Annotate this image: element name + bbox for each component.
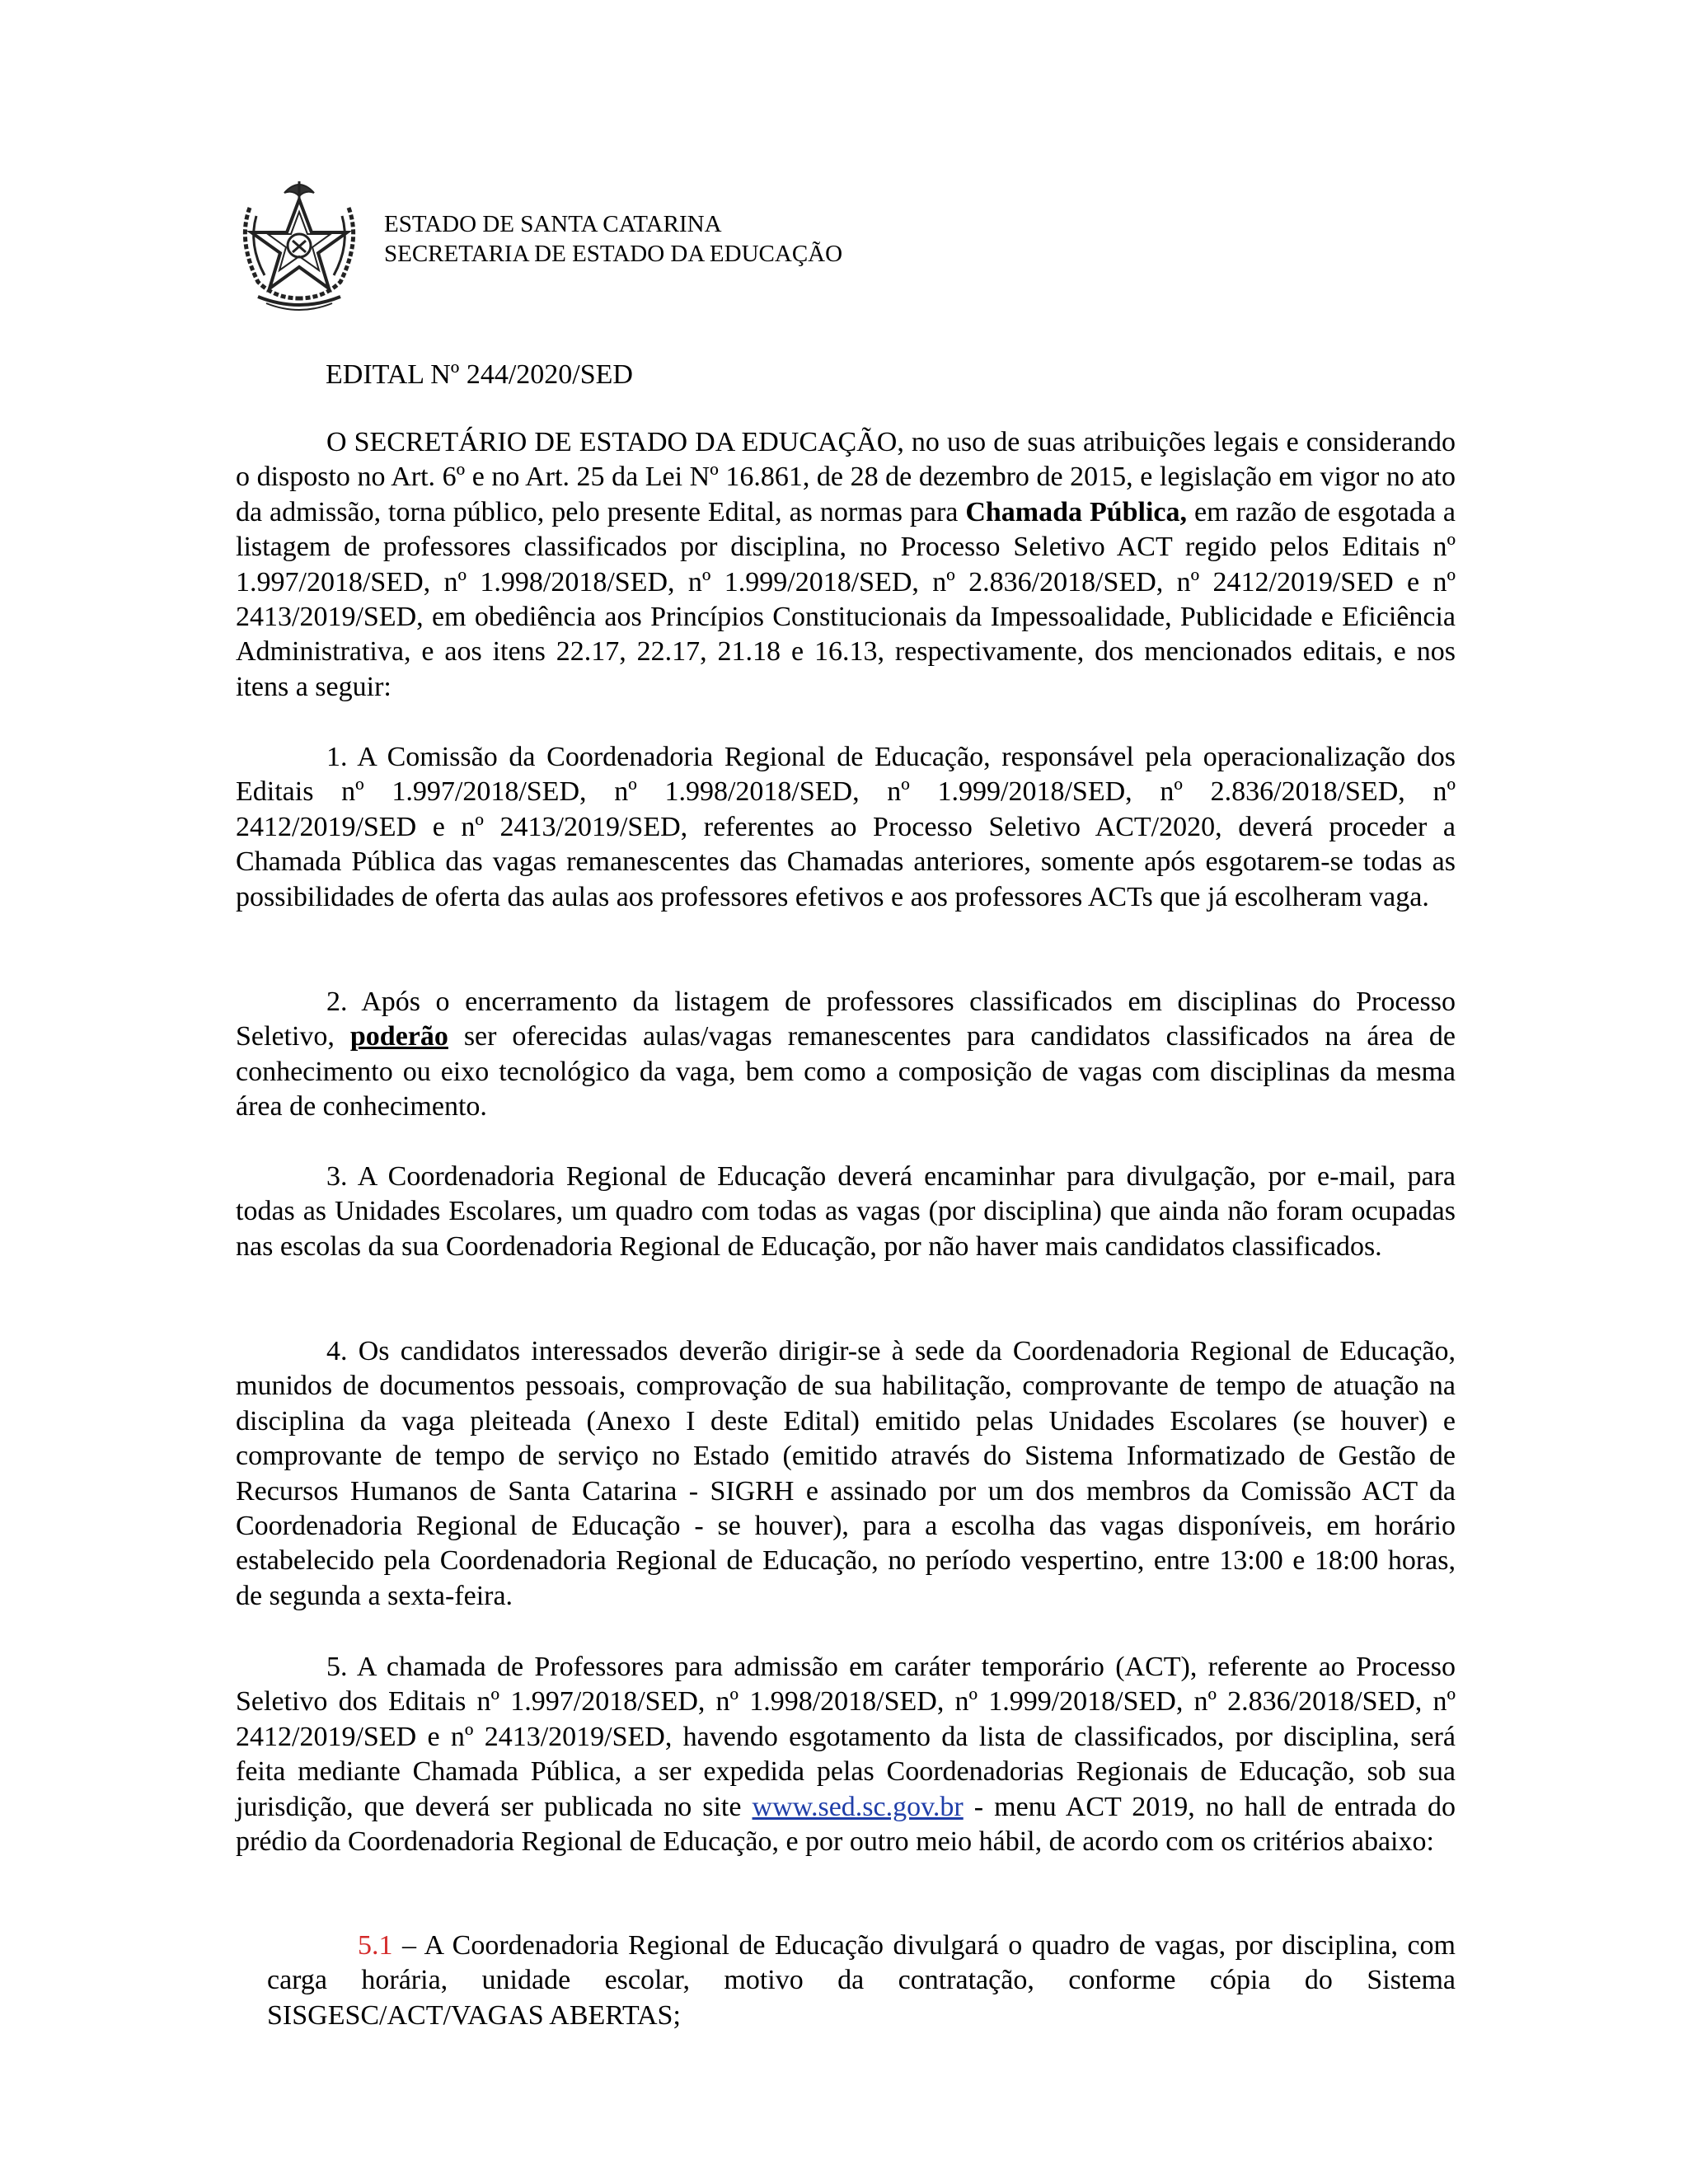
item-4-text: 4. Os candidatos interessados deverão dirigir-se à sede da Coordenadoria Regional de Educação, munidos de documentos pessoais, comprovação de sua habilitação, comprovante de tempo de atuação na disciplina da vaga pleiteada (Anexo I deste Edital) emitido pelas Unidades Escolares (se houver) e comprovante de tempo de serviço no Estado (emitido através do Sistema Informatizado de Gestão de Recursos Humanos de Santa Catarina - SIGRH e assinado por um dos membros da Comissão ACT da Coordenadoria Regional de Educação - se houver), para a escolha das vagas disponíveis, em horário estabelecido pela Coordenadoria Regional de Educação, no período vespertino, entre 13:00 e 18:00 horas, de segunda a sexta-feira. (236, 1336, 1456, 1611)
intro-text-1: O SECRETÁRIO DE ESTADO DA EDUCAÇÃO, no uso de suas atribuições legais e considerando o disposto no Art. 6º e no Art. 25 da Lei Nº 16.861, de 28 de dezembro de 2015, e legislação em vigor no ato da admissão, torna público, pelo presente Edital, as normas para (236, 427, 1456, 527)
item-2-text-1: 2. Após o encerramento da listagem de professores classificados em disciplinas do Processo Seletivo, (236, 987, 1456, 1052)
item-5-1-text: – A Coordenadoria Regional de Educação divulgará o quadro de vagas, por disciplina, com carga horária, unidade escolar, motivo da contratação, conforme cópia do Sistema SISGESC/ACT/VAGAS ABERTAS; (267, 1930, 1456, 2031)
item-4-paragraph (236, 1334, 1456, 1614)
item-5-1-number: 5.1 (358, 1930, 393, 1961)
document-title: EDITAL Nº 244/2020/SED (326, 359, 633, 390)
item-5-text-1: 5. A chamada de Professores para admissão em caráter temporário (ACT), referente ao Processo Seletivo dos Editais nº 1.997/2018/SED, nº 1.998/2018/SED, nº 1.999/2018/SED, nº 2.836/2018/SED, nº 2412/2019/SED e nº 2413/2019/SED, havendo esgotamento da lista de classificados, por disciplina, será feita mediante Chamada Pública, a ser expedida pelas Coordenadorias Regionais de Educação, sob sua jurisdição, que deverá ser publicada no site (236, 1652, 1456, 1822)
coat-of-arms-icon (233, 175, 365, 313)
item-2-bold-poderao: poderão (349, 1021, 448, 1052)
item-5-1-paragraph (267, 1929, 1456, 2033)
letterhead-text (384, 209, 842, 269)
state-name: ESTADO DE SANTA CATARINA (384, 211, 722, 237)
item-1-paragraph (236, 740, 1456, 915)
secretariat-name: SECRETARIA DE ESTADO DA EDUCAÇÃO (384, 241, 843, 267)
item-5-text-2: - menu ACT 2019, no hall de entrada do prédio da Coordenadoria Regional de Educação, e por outro meio hábil, de acordo com os critérios abaixo: (236, 1791, 1456, 1858)
item-2-text-2: ser oferecidas aulas/vagas remanescentes para candidatos classificados na área de conhecimento ou eixo tecnológico da vaga, bem como a composição de vagas com disciplinas da mesma área de conhecimento. (236, 1021, 1456, 1122)
item-2-paragraph (236, 985, 1456, 1125)
intro-text-2: em razão de esgotada a listagem de professores classificados por disciplina, no Processo Seletivo ACT regido pelos Editais nº 1.997/2018/SED, nº 1.998/2018/SED, nº 1.999/2018/SED, nº 2.836/2018/SED, nº 2412/2019/SED e nº 2413/2019/SED, em obediência aos Princípios Constitucionais da Impessoalidade, Publicidade e Eficiência Administrativa, e aos itens 22.17, 22.17, 21.18 e 16.13, respectivamente, dos mencionados editais, e nos itens a seguir: (236, 496, 1456, 702)
intro-bold-chamada-publica: Chamada Pública, (965, 496, 1188, 527)
intro-paragraph (236, 425, 1456, 705)
sed-website-link[interactable]: www.sed.sc.gov.br (752, 1791, 964, 1822)
item-5-paragraph (236, 1650, 1456, 1859)
letterhead (233, 175, 975, 315)
item-3-text: 3. A Coordenadoria Regional de Educação deverá encaminhar para divulgação, por e-mail, para todas as Unidades Escolares, um quadro com todas as vagas (por disciplina) que ainda não foram ocupadas nas escolas da sua Coordenadoria Regional de Educação, por não haver mais candidatos classificados. (236, 1161, 1456, 1262)
item-1-text: 1. A Comissão da Coordenadoria Regional de Educação, responsável pela operacionalização dos Editais nº 1.997/2018/SED, nº 1.998/2018/SED, nº 1.999/2018/SED, nº 2.836/2018/SED, nº 2412/2019/SED e nº 2413/2019/SED, referentes ao Processo Seletivo ACT/2020, deverá proceder a Chamada Pública das vagas remanescentes das Chamadas anteriores, somente após esgotarem-se todas as possibilidades de oferta das aulas aos professores efetivos e aos professores ACTs que já escolheram vaga. (236, 742, 1456, 912)
item-3-paragraph (236, 1160, 1456, 1264)
